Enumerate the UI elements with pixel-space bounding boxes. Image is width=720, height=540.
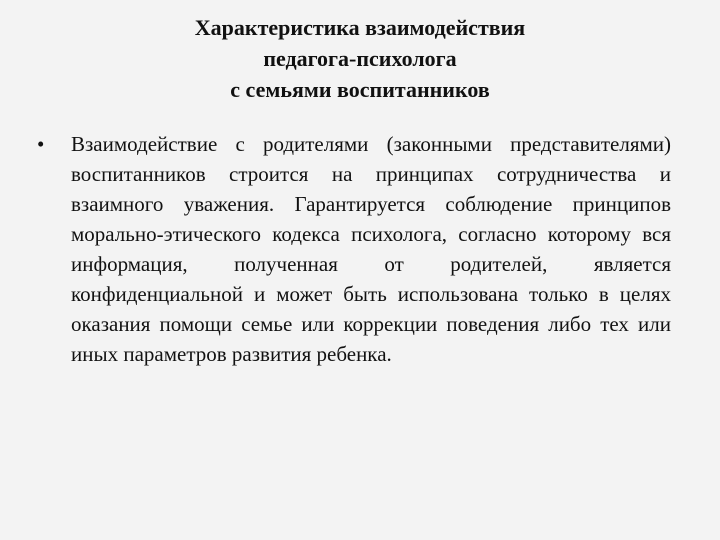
bullet-icon: • xyxy=(37,132,45,156)
bullet-text: Взаимодействие с родителями (законными представителями) воспитанников строится на принципах сотрудничества и взаимного уважения. Гарантируется соблюдение принципов морально-этического кодекса психолога, согласно которому вся информация, полученная от родителей, является конфиденциальной и может быть использована только в целях оказания помощи семье или коррекции поведения либо тех или иных параметров развития ребенка. xyxy=(71,132,671,366)
title-line-3: с семьями воспитанников xyxy=(230,77,490,102)
bullet-item xyxy=(37,129,671,369)
slide-title xyxy=(120,12,600,105)
title-line-2: педагога-психолога xyxy=(263,46,457,71)
slide-body xyxy=(37,129,671,369)
title-line-1: Характеристика взаимодействия xyxy=(194,15,526,40)
